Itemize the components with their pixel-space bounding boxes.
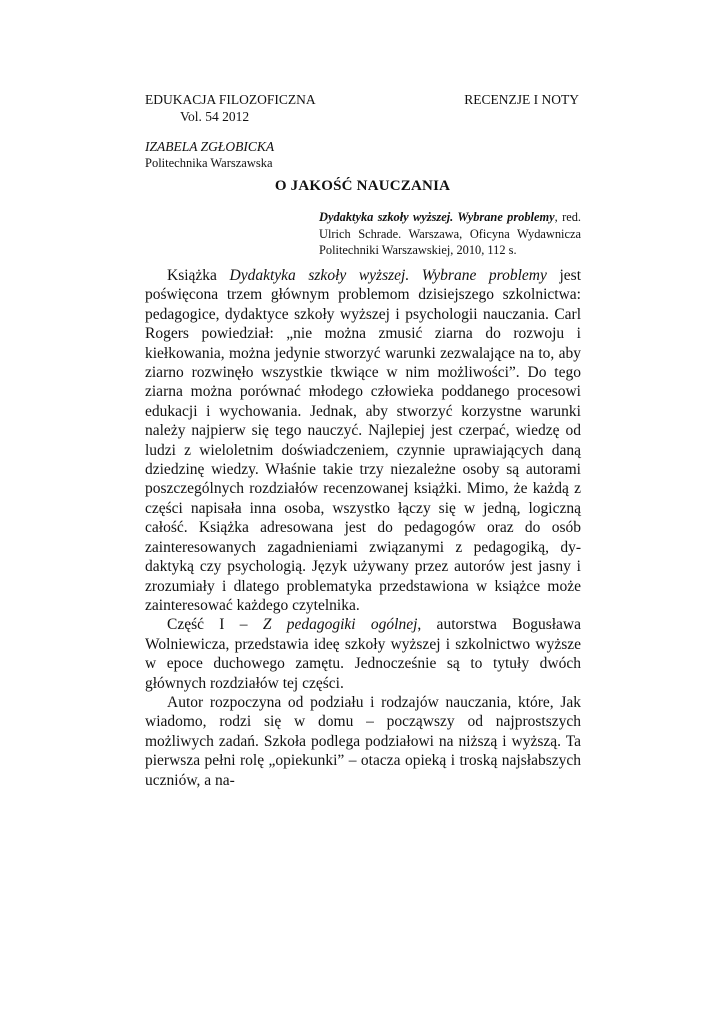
- paragraph-1: [145, 266, 581, 615]
- paragraph-2-lead: Część I –: [167, 616, 263, 634]
- review-body: [145, 266, 581, 790]
- paragraph-2-text: , autorstwa Bogusława Wolniewicza, przedstawia ideę szkoły wyższej i szkolnictwo wyższe w epoce duchowego zamętu. Jednocześnie są to tytuły dwóch głównych rozdziałów tej części.: [145, 616, 581, 692]
- review-title: O JAKOŚĆ NAUCZANIA: [274, 178, 451, 194]
- book-citation: [319, 209, 581, 259]
- cited-book-title: Dydaktyka szkoły wyższej. Wybrane problemy: [319, 210, 555, 224]
- paragraph-3: Autor rozpoczyna od podziału i rodzajów nauczania, które, Jak wiadomo, rodzi się w domu – począwszy od najprostszych możliwych zadań. Szkoła podlega podziałowi na niższą i wyższą. Ta pierwsza pełni rolę „opiekunki” – otacza opieką i troską najsłabszych uczniów, a na-: [145, 693, 581, 789]
- section-name: RECENZJE I NOTY: [464, 92, 579, 107]
- citation-details: , red. Ulrich Schrade. Warszawa, Oficyna Wydawnicza Politechniki Warszawskiej, 2010, 112 s.: [319, 210, 581, 258]
- paragraph-2-part-title: Z pedagogiki ogólnej: [262, 616, 418, 634]
- author-block: [145, 138, 274, 172]
- paragraph-2: [145, 615, 581, 693]
- paragraph-1-lead: Książka: [167, 267, 230, 284]
- author-name: IZABELA ZGŁOBICKA: [145, 139, 275, 154]
- running-header-left: [145, 91, 316, 125]
- paragraph-1-book-title: Dydaktyka szkoły wyższej. Wybrane problemy: [229, 267, 547, 284]
- journal-name: EDUKACJA FILOZOFICZNA: [145, 92, 316, 107]
- paragraph-1-text: jest poświęcona trzem głównym problemom dzisiejszego szkolnictwa: pedagogice, dydaktyce szkoły wyższej i psychologii nauczania. Carl Rogers powiedział: „nie można zmusić ziarna do rozwoju i kiełkowania, można jedynie stworzyć warunki zezwalające na to, aby ziarno rozwinęło wszystkie tkwiące w nim możliwości”. Do tego ziarna można porównać młodego człowieka poddanego procesowi edukacji i wychowania. Jednak, aby stworzyć korzystne warunki należy najpierw się tego nauczyć. Najlepiej jest czerpać, wiedzę od ludzi z wieloletnim doświadczeniem, czynnie uprawiających daną dziedzinę wiedzy. Właśnie takie trzy niezależne osoby są autorami poszczególnych rozdziałów recenzowanej książki. Mimo, że każdą z części napisała inna osoba, wszystko łączy się w jedną, logiczną całość. Książka adresowana jest do pedagogów oraz do osób zainteresowanych zagadnieniami związanymi z pedagogiką, dydaktyką czy psychologią. Język używany przez autorów jest jasny i zrozumiały i dlatego problematyka przedstawiona w książce może zainteresować każdego czytelnika.: [145, 267, 582, 614]
- journal-volume: Vol. 54 2012: [180, 109, 250, 124]
- author-affiliation: Politechnika Warszawska: [145, 156, 273, 170]
